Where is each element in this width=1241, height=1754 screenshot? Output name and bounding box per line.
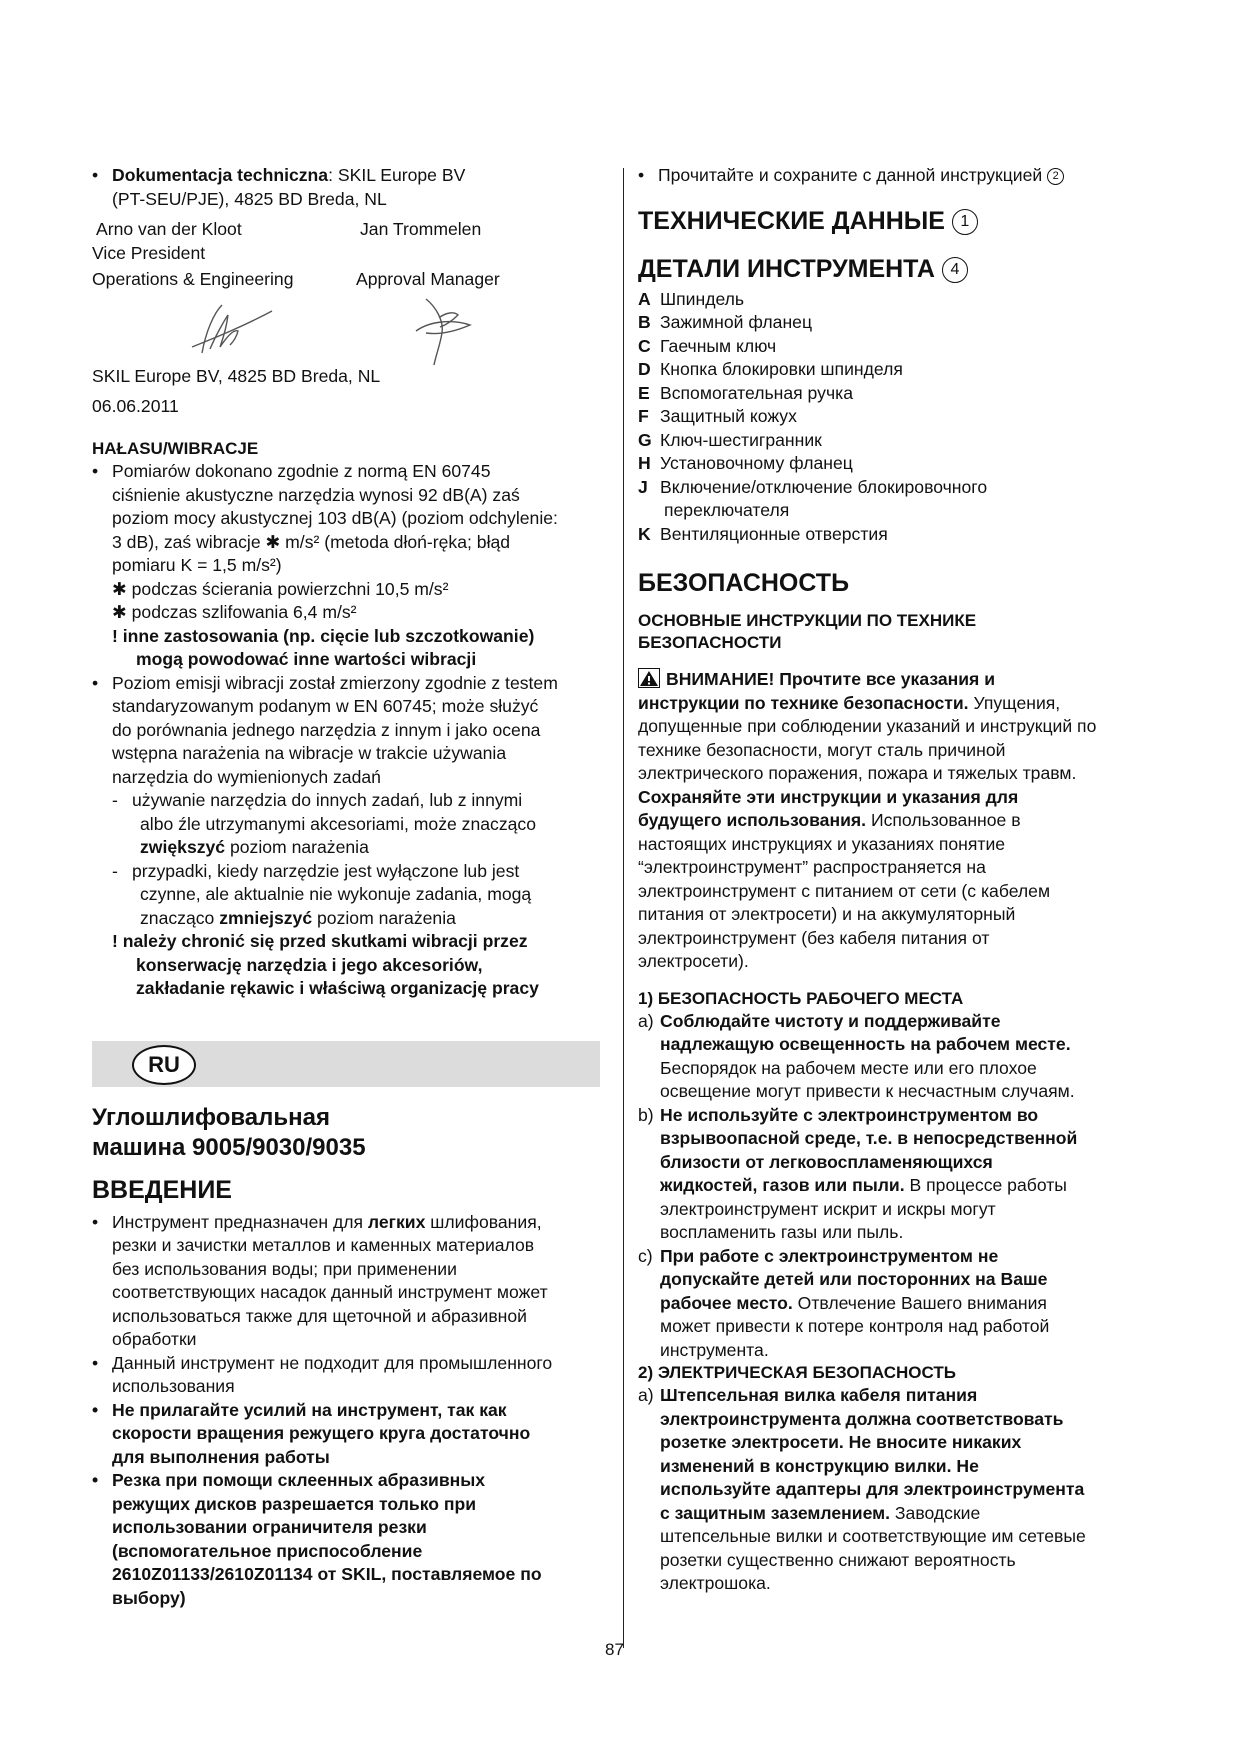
warning-2: ! należy chronić się przed skutkami wibracji przez [112, 931, 528, 951]
page-number: 87 [605, 1640, 624, 1659]
signature-2-image [396, 291, 486, 371]
work-item-c: c) При работе с электроинструментом не допускайте детей или посторонних на Ваше рабочее место. Отвлечение Вашего внимания может привести к потере контроля над работой инструмента. [638, 1245, 1050, 1360]
star-line-1: ✱ podczas ścierania powierzchni 10,5 m/s² [112, 578, 449, 599]
company-line: SKIL Europe BV, 4825 BD Breda, NL [92, 366, 381, 386]
part-item: H Установочному фланец [638, 453, 853, 473]
language-badge: RU [132, 1045, 196, 1085]
product-title: Углошлифовальная [92, 1103, 330, 1131]
dash-item-1: - używanie narzędzia do innych zadań, lub z innymi albo źle utrzymanymi akcesoriami, może znacząco zwiększyć poziom narażenia [112, 790, 537, 857]
signatory-1-name: Arno van der Kloot [96, 219, 242, 239]
intro-bullet-2: • Данный инструмент не подходит для промышленного использования [92, 1352, 553, 1396]
language-band [92, 1041, 600, 1087]
figure-ref-4: 4 [942, 257, 968, 283]
read-instructions-item: • Прочитайте и сохраните с данной инструкцией 2 [638, 164, 1158, 188]
dash-item-2: - przypadki, kiedy narzędzie jest wyłączone lub jest czynne, ale aktualnie nie wykonuje zadania, mogą znacząco zmniejszyć poziom narażenia [112, 860, 532, 928]
star-line-2: ✱ podczas szlifowania 6,4 m/s² [112, 602, 357, 622]
warning-icon [638, 668, 660, 688]
safety-heading: БЕЗОПАСНОСТЬ [638, 569, 850, 597]
warning-1: ! inne zastosowania (np. cięcie lub szczotkowanie) [112, 625, 535, 646]
right-column: • Прочитайте и сохраните с данной инструкцией 2 ТЕХНИЧЕСКИЕ ДАННЫЕ 1 ДЕТАЛИ ИНСТРУМЕНТА 4 A Шпиндель B Зажимной фланец C Гаечным ключ D Кнопка блокировки шпинделя E Вспомогательная ручка F Защитный кожух G Ключ-шестигранник H Установочному фланец J Включение/отключение блокировочного переключателя K Вентиляционные отверстия БЕЗОПАСНОСТЬ ОСНОВНЫЕ ИНСТРУКЦИИ ПО ТЕХНИКЕ БЕЗОПАСНОСТИ ВНИМАНИЕ! Прочтите все указания и инструкции по технике безопасности. Упущения, допущенные при соблюдении указаний и инструкций по технике безопасности, могут сталь причиной электрического поражения, пожара и тяжелых травм. Сохраняйте эти инструкции и указания для будущего использования. Использованное в настоящих инструкциях и указаниях понятие “электроинструмент” распространяется на электроинструмент с питанием от сети (с кабелем питания от электросети) и на аккумуляторный электроинструмент (без кабеля питания от электросети). 1) БЕЗОПАСНОСТЬ РАБОЧЕГО МЕСТА a) Соблюдайте чистоту и поддерживайте надлежащую освещенность на рабочем месте. Беспорядок на рабочем месте или его плохое освещение могут привести к несчастным случаям. b) Не используйте с электроинструментом во взрывоопасной среде, т.е. в непосредственной близости от легковоспламеняющихся жидкостей, газов или пыли. В процессе работы электроинструмент искрит и искры могут воспламенить газы или пыль. c) При работе с электроинструментом не допускайте детей или посторонних на Ваше рабочее место. Отвлечение Вашего внимания может привести к потере контроля над работой инструмента. 2) ЭЛЕКТРИЧЕСКАЯ БЕЗОПАСНОСТЬ a) Штепсельная вилка кабеля питания электроинструмента должна соответствовать розетке электросети. Не вносите никаких изменений в конструкцию вилки. Не используйте адаптеры для электроинструмента с защитным заземлением. Заводские штепсельные вилки и соответствующие им сетевые розетки существенно снижают вероятность электрошока. [638, 164, 1158, 1596]
intro-bullet-1: • Инструмент предназначен для легких шлифования, резки и зачистки металлов и каменных материалов без использования воды; при применении соответствующих насадок данный инструмент может использоваться также для щеточной и абразивной обработки [92, 1211, 548, 1349]
tech-doc-address: (PT-SEU/PJE), 4825 BD Breda, NL [112, 188, 387, 209]
signatory-1-department: Operations & Engineering [92, 269, 294, 289]
work-item-b: b) Не используйте с электроинструментом во взрывоопасной среде, т.е. в непосредственной близости от легковоспламеняющихся жидкостей, газов или пыли. В процессе работы электроинструмент искрит и искры могут воспламенить газы или пыль. [638, 1104, 1078, 1242]
noise-bullet-2: • Poziom emisji wibracji został zmierzony zgodnie z testem standaryzowanym podanym w EN 60745; może służyć do porównania jednego narzędzia z innym i jako ocena wstępna narażenia na wibracje w trakcie używania narzędzia do wymienionych zadań - używanie narzędzia do innych zadań, lub z innymi albo źle utrzymanymi akcesoriami, może znacząco zwiększyć poziom narażenia - przypadki, kiedy narzędzie jest wyłączone lub jest czynne, ale aktualnie nie wykonuje zadania, mogą znacząco zmniejszyć poziom narażenia ! należy chronić się przed skutkami wibracji przez konserwację narzędzia i jego akcesoriów, zakładanie rękawic i właściwą organizację pracy [92, 672, 558, 998]
signature-1-image [162, 291, 282, 365]
column-divider [623, 168, 624, 1648]
signatory-1-title: Vice President [92, 243, 206, 263]
elec-item-a: a) Штепсельная вилка кабеля питания электроинструмента должна соответствовать розетке электросети. Не вносите никаких изменений в конструкцию вилки. Не используйте адаптеры для электроинструмента с защитным заземлением. Заводские штепсельные вилки и соответствующие им сетевые розетки существенно снижают вероятность электрошока. [638, 1385, 1086, 1593]
parts-list [638, 288, 1158, 547]
intro-bullet-4: • Резка при помощи склеенных абразивных режущих дисков разрешается только при использовании ограничителя резки (вспомогательное приспособление 2610Z01133/2610Z01134 от SKIL, поставляемое по выбору) [92, 1470, 542, 1608]
figure-ref-1: 1 [952, 209, 978, 235]
parts-heading: ДЕТАЛИ ИНСТРУМЕНТА [638, 254, 935, 283]
part-item: K Вентиляционные отверстия [638, 523, 888, 544]
declaration-date: 06.06.2011 [92, 395, 179, 416]
part-item: C Гаечным ключ [638, 335, 777, 356]
tech-doc-item: • Dokumentacja techniczna: SKIL Europe BV [92, 165, 466, 185]
part-item: D Кнопка блокировки шпинделя [638, 359, 903, 379]
general-safety-heading: ОСНОВНЫЕ ИНСТРУКЦИИ ПО ТЕХНИКЕ [638, 611, 977, 630]
noise-bullet-1: • Pomiarów dokonano zgodnie z normą EN 60745 ciśnienie akustyczne narzędzia wynosi 92 dB(A) zaś poziom mocy akustycznej 103 dB(A) (poziom odchylenie: 3 dB), zaś wibracje ✱ m/s² (metoda dłoń-ręka; błąd pomiaru K = 1,5 m/s²) ✱ podczas ścierania powierzchni 10,5 m/s² ✱ podczas szlifowania 6,4 m/s² ! inne zastosowania (np. cięcie lub szczotkowanie) mogą powodować inne wartości wibracji [92, 461, 558, 669]
work-area-heading: 1) БЕЗОПАСНОСТЬ РАБОЧЕГО МЕСТА [638, 988, 964, 1008]
intro-bullet-3: • Не прилагайте усилий на инструмент, так как скорости вращения режущего круга достаточно для выполнения работы [92, 1399, 531, 1467]
part-item: J Включение/отключение блокировочного переключателя [638, 476, 988, 520]
signature-images [92, 291, 612, 365]
left-column: • Dokumentacja techniczna: SKIL Europe BV (PT-SEU/PJE), 4825 BD Breda, NL Arno van der Kloot Jan Trommelen Vice President Operations & Engineering Approval Manager SKIL Europe BV, 4825 BD Breda, NL 06.06.2011 HAŁASU/WIBRACJE • Pomiarów dokonano zgodnie z normą EN 60745 ciśnienie akustyczne narzędzia wynosi 92 dB(A) zaś poziom mocy akustycznej 103 dB(A) (poziom odchylenie: 3 dB), zaś wibracje ✱ m/s² (metoda dłoń-ręka; błąd pomiaru K = 1,5 m/s²) ✱ podczas ścierania powierzchni 10,5 m/s² ✱ podczas szlifowania 6,4 m/s² ! inne zastosowania (np. cięcie lub szczotkowanie) mogą powodować inne wartości wibracji • Poziom emisji wibracji został zmierzony zgodnie z testem standaryzowanym podanym w EN 60745; może służyć do porównania jednego narzędzia z innym i jako ocena wstępna narażenia na wibracje w trakcie używania narzędzia do wymienionych zadań - używanie narzędzia do innych zadań, lub z innymi albo źle utrzymanymi akcesoriami, może znacząco zwiększyć poziom narażenia - przypadki, kiedy narzędzie jest wyłączone lub jest czynne, ale aktualnie nie wykonuje zadania, mogą znacząco zmniejszyć poziom narażenia ! należy chronić się przed skutkami wibracji przez konserwację narzędzia i jego akcesoriów, zakładanie rękawic i właściwą organizację pracy RU Углошлифовальная машина 9005/9030/9035 ВВЕДЕНИЕ • Инструмент предназначен для легких шлифования, резки и зачистки металлов и каменных материалов без использования воды; при применении соответствующих насадок данный инструмент может использоваться также для щеточной и абразивной обработки • Данный инструмент не подходит для промышленного использования • Не прилагайте усилий на инструмент, так как скорости вращения режущего круга достаточно для выполнения работы • Резка при помощи склеенных абразивных режущих дисков разрешается только при использовании ограничителя резки (вспомогательное приспособление 2610Z01133/2610Z01134 от SKIL, поставляемое по выбору) [92, 164, 612, 1610]
noise-heading: HAŁASU/WIBRACJE [92, 439, 259, 458]
intro-heading: ВВЕДЕНИЕ [92, 1175, 232, 1204]
tech-data-heading: ТЕХНИЧЕСКИЕ ДАННЫЕ [638, 206, 945, 235]
figure-ref-2: 2 [1047, 168, 1064, 185]
part-item: E Вспомогательная ручка [638, 382, 853, 403]
work-item-a: a) Соблюдайте чистоту и поддерживайте надлежащую освещенность на рабочем месте. Беспорядок на рабочем месте или его плохое освещение могут привести к несчастным случаям. [638, 1010, 1075, 1101]
signatory-2-name: Jan Trommelen [360, 219, 482, 239]
safety-warning: ВНИМАНИЕ! Прочтите все указания и инструкции по технике безопасности. Упущения, допущенные при соблюдении указаний и инструкций по технике безопасности, могут сталь причиной электрического поражения, пожара и тяжелых травм. Сохраняйте эти инструкции и указания для будущего использования. Использованное в настоящих инструкциях и указаниях понятие “электроинструмент” распространяется на электроинструмент с питанием от сети (с кабелем питания от электросети) и на аккумуляторный электроинструмент (без кабеля питания от электросети). [638, 669, 1097, 971]
part-item: B Зажимной фланец [638, 312, 813, 332]
part-item: G Ключ-шестигранник [638, 429, 822, 450]
signatories [92, 217, 612, 241]
signatory-2-title: Approval Manager [356, 269, 500, 289]
electrical-heading: 2) ЭЛЕКТРИЧЕСКАЯ БЕЗОПАСНОСТЬ [638, 1363, 956, 1382]
part-item: A Шпиндель [638, 288, 745, 309]
tech-doc-label: Dokumentacja techniczna [112, 165, 329, 185]
part-item: F Защитный кожух [638, 406, 797, 426]
